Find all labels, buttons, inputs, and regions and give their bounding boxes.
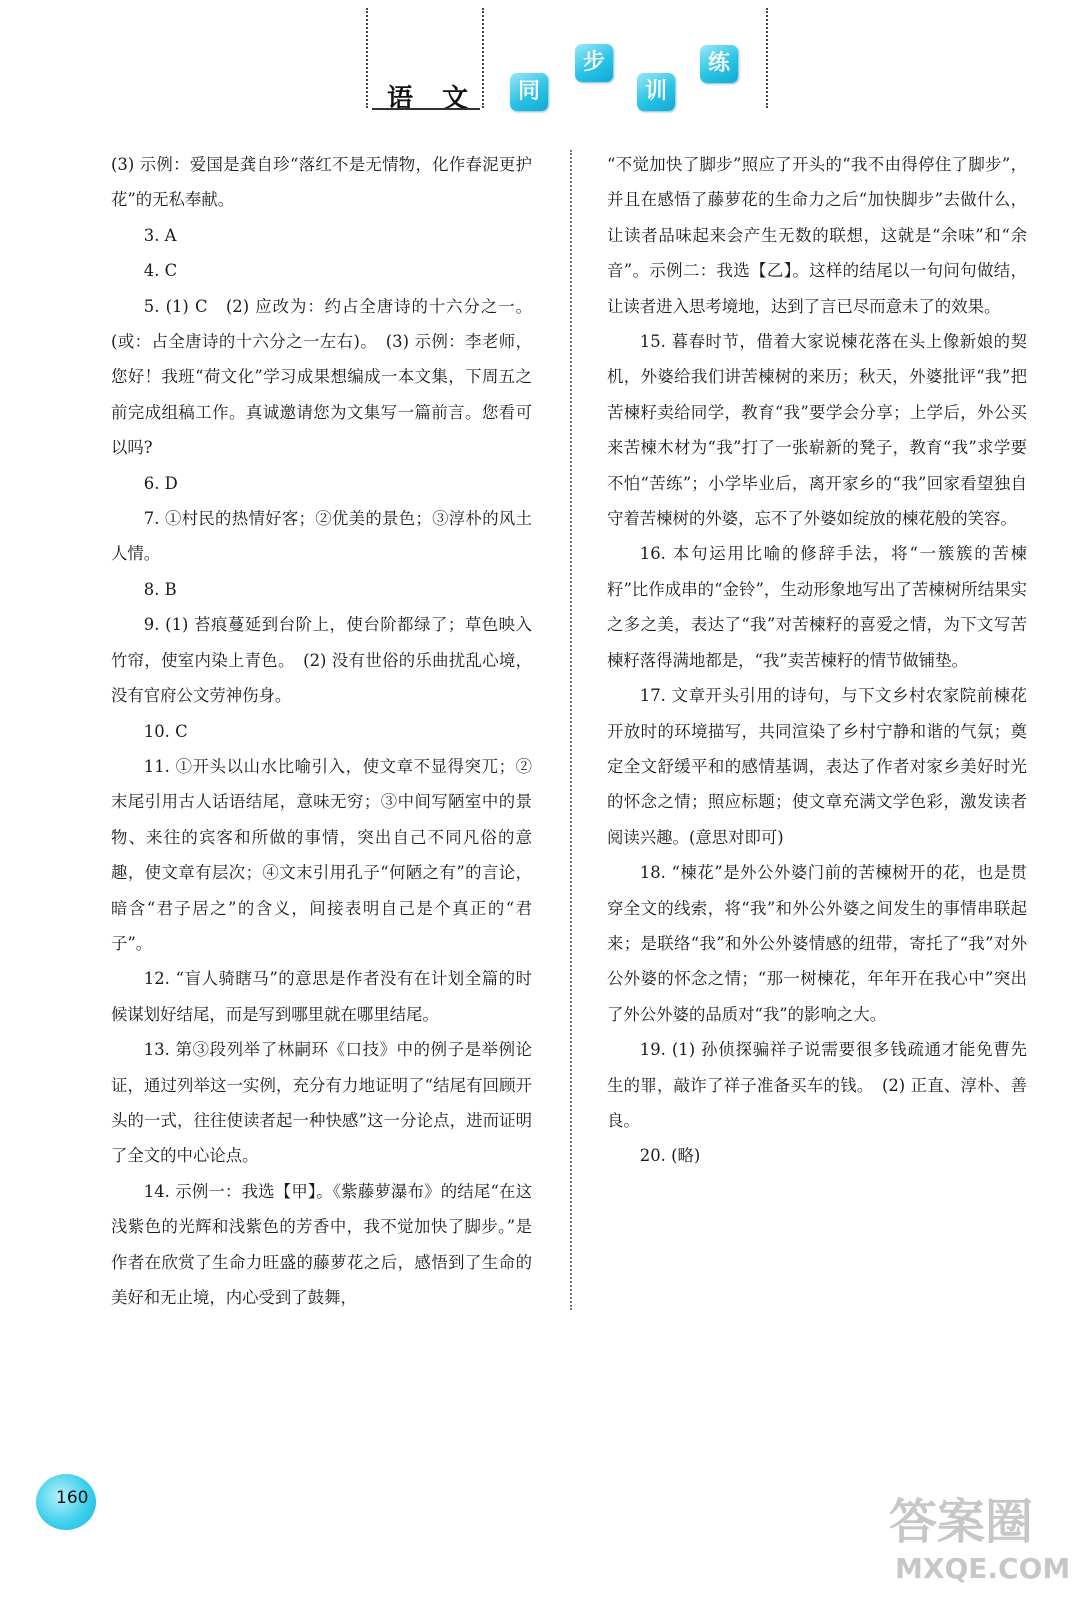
subject-underline xyxy=(372,108,480,110)
answer-item: “不觉加快了脚步”照应了开头的“我不由得停住了脚步”，并且在感悟了藤萝花的生命力之后“加快脚步”去做什么，让读者品味起来会产生无数的联想，这就是“余味”和“余音”。示例二：我选【乙】。这样的结尾以一句问句做结，让读者进入思考境地，达到了言已尽而意未了的效果。 xyxy=(607,155,1027,316)
series-tile-xun: 训 xyxy=(637,73,675,111)
series-tile-bu: 步 xyxy=(575,44,613,82)
answer-item: 4. C xyxy=(143,261,178,281)
header-divider-left xyxy=(366,8,368,108)
answer-item: 7. ①村民的热情好客；②优美的景色；③淳朴的风土人情。 xyxy=(111,509,532,564)
page-header xyxy=(0,0,1088,150)
answer-item: 11. ①开头以山水比喻引入，使文章不显得突兀；②末尾引用古人话语结尾，意味无穷；③中间写陋室中的景物、来往的宾客和所做的事情，突出自己不同凡俗的意趣，使文章有层次；④文末引用孔子“何陋之有”的言论，暗含“君子居之”的含义，间接表明自己是个真正的“君子”。 xyxy=(111,756,532,953)
answer-item: 8. B xyxy=(143,579,177,599)
header-divider-middle xyxy=(482,8,484,108)
watermark-logo-url: MXQE.COM xyxy=(895,1552,1071,1585)
answer-item: 18. “楝花”是外公外婆门前的苦楝树开的花，也是贯穿全文的线索，将“我”和外公外婆之间发生的事情串联起来；是联络“我”和外公外婆情感的纽带，寄托了“我”对外公外婆的怀念之情；“那一树楝花，年年开在我心中”突出了外公外婆的品质对“我”的影响之大。 xyxy=(607,863,1027,1024)
answer-item: 12. “盲人骑瞎马”的意思是作者没有在计划全篇的时候谋划好结尾，而是写到哪里就在哪里结尾。 xyxy=(111,969,532,1024)
subject-char-1: 语 xyxy=(387,84,416,114)
answer-item: 3. A xyxy=(143,225,177,245)
subject-char-2: 文 xyxy=(442,84,471,114)
answer-item: 13. 第③段列举了林嗣环《口技》中的例子是举例论证，通过列举这一实例，充分有力地证明了“结尾有回顾开头的一式，往往使读者起一种快感”这一分论点，进而证明了全文的中心论点。 xyxy=(111,1040,532,1166)
column-divider xyxy=(570,150,572,1310)
watermark-logo-text: 答案圈 xyxy=(889,1494,1034,1550)
answer-item: 10. C xyxy=(143,721,188,741)
page-number: 160 xyxy=(56,1488,89,1508)
answer-item: 9. (1) 苔痕蔓延到台阶上，使台阶都绿了；草色映入竹帘，使室内染上青色。 (2) 没有世俗的乐曲扰乱心境，没有官府公文劳神伤身。 xyxy=(111,615,532,706)
answer-column-right xyxy=(607,147,1027,1174)
header-divider-right xyxy=(766,8,768,108)
answer-column-left xyxy=(111,147,532,1315)
answer-item: 14. 示例一：我选【甲】。《紫藤萝瀑布》的结尾“在这浅紫色的光辉和浅紫色的芳香中，我不觉加快了脚步。”是作者在欣赏了生命力旺盛的藤萝花之后，感悟到了生命的美好和无止境，内心受到了鼓舞， xyxy=(111,1181,532,1307)
answer-item: 15. 暮春时节，借着大家说楝花落在头上像新娘的契机，外婆给我们讲苦楝树的来历；秋天，外婆批评“我”把苦楝籽卖给同学，教育“我”要学会分享；上学后，外公买来苦楝木材为“我”打了一张崭新的凳子，教育“我”求学要不怕“苦练”；小学毕业后，离开家乡的“我”回家看望独自守着苦楝树的外婆，忘不了外婆如绽放的楝花般的笑容。 xyxy=(607,332,1027,529)
answer-item: 16. 本句运用比喻的修辞手法，将“一簇簇的苦楝籽”比作成串的“金铃”，生动形象地写出了苦楝树所结果实之多之美，表达了“我”对苦楝籽的喜爱之情，为下文写苦楝籽落得满地都是，“我”卖苦楝籽的情节做铺垫。 xyxy=(607,544,1027,670)
answer-item: 20. (略) xyxy=(639,1146,701,1166)
answer-item: (3) 示例：爱国是龚自珍“落红不是无情物，化作春泥更护花”的无私奉献。 xyxy=(111,155,532,210)
answer-item: 19. (1) 孙侦探骗祥子说需要很多钱疏通才能免曹先生的罪，敲诈了祥子准备买车的钱。 (2) 正直、淳朴、善良。 xyxy=(607,1040,1027,1130)
answer-item: 17. 文章开头引用的诗句，与下文乡村农家院前楝花开放时的环境描写，共同渲染了乡村宁静和谐的气氛；奠定全文舒缓平和的感情基调，表达了作者对家乡美好时光的怀念之情；照应标题；使文章充满文学色彩，激发读者阅读兴趣。(意思对即可) xyxy=(607,686,1027,847)
watermark-logo xyxy=(885,1480,1075,1590)
series-tile-tong: 同 xyxy=(510,73,548,111)
answer-item: 6. D xyxy=(143,473,178,493)
series-tile-lian: 练 xyxy=(700,45,738,83)
answer-item: 5. (1) C (2) 应改为：约占全唐诗的十六分之一。(或：占全唐诗的十六分之一左右)。 (3) 示例：李老师，您好！我班“荷文化”学习成果想编成一本文集，下周五之前完成组稿工作。真诚邀请您为文集写一篇前言。您看可以吗? xyxy=(111,296,532,458)
